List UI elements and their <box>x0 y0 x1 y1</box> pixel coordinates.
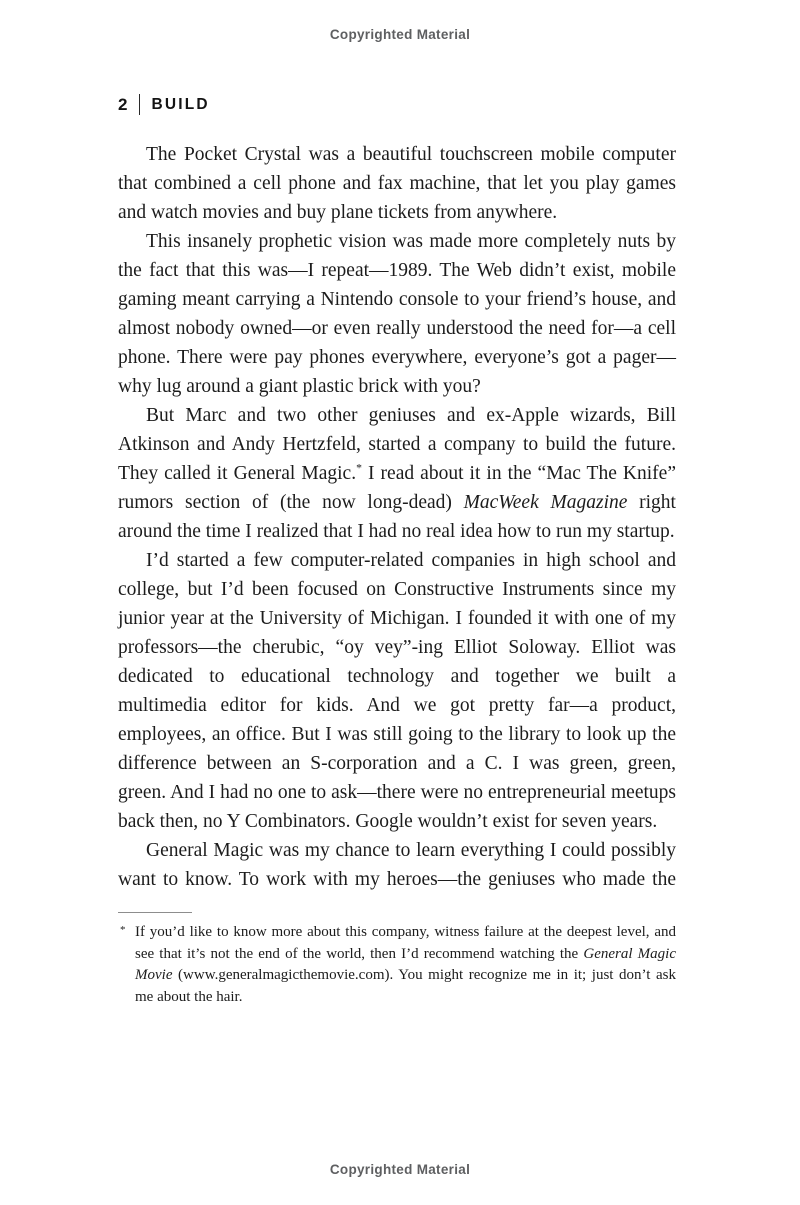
footnote-marker: * <box>120 924 126 936</box>
page-header <box>118 94 676 115</box>
text-segment: General Magic Movie <box>135 945 676 983</box>
text-segment: (www.generalmagicthemovie.com). You might recognize me in it; just don’t ask me about the hair. <box>135 967 676 1005</box>
body-text <box>118 140 676 894</box>
text-segment: MacWeek Magazine <box>463 492 628 513</box>
text-segment: I read about it in the “Mac The Knife” rumors section of (the now long-dead) <box>118 463 676 513</box>
text-segment: right around the time I realized that I had no real idea how to run my startup. <box>118 492 676 542</box>
footnote-rule <box>118 912 192 913</box>
paragraph <box>118 140 676 227</box>
text-segment: But Marc and two other geniuses and ex-Apple wizards, Bill Atkinson and Andy Hertzfeld, started a company to build the future. They called it General Magic. <box>118 405 676 484</box>
paragraph <box>118 227 676 401</box>
footnote-reference-marker: * <box>356 461 362 475</box>
footnote-text <box>135 924 676 1005</box>
header-divider <box>139 94 140 115</box>
copyright-notice-bottom: Copyrighted Material <box>329 1162 471 1177</box>
text-segment: The Pocket Crystal was a beautiful touchscreen mobile computer that combined a cell phone and fax machine, that let you play games and watch movies and buy plane tickets from anywhere. <box>118 144 676 223</box>
copyright-notice-top: Copyrighted Material <box>329 27 471 42</box>
paragraph <box>118 546 676 836</box>
book-title: BUILD <box>151 95 210 113</box>
page-number: 2 <box>118 94 128 114</box>
text-segment: If you’d like to know more about this company, witness failure at the deepest level, and see that it’s not the end of the world, then I’d recommend watching the <box>135 924 676 962</box>
page-content <box>118 94 676 1008</box>
paragraph <box>118 401 676 546</box>
text-segment: General Magic was my chance to learn everything I could possibly want to know. To work with my heroes—the geniuses who made the <box>118 840 676 890</box>
footnote <box>118 922 676 1008</box>
text-segment: This insanely prophetic vision was made more completely nuts by the fact that this was—I repeat—1989. The Web didn’t exist, mobile gaming meant carrying a Nintendo console to your friend’s house, and almost nobody owned—or even really understood the need for—a cell phone. There were pay phones everywhere, everyone’s got a pager—why lug around a giant plastic brick with you? <box>118 231 676 397</box>
paragraph <box>118 836 676 894</box>
text-segment: I’d started a few computer-related companies in high school and college, but I’d been focused on Constructive Instruments since my junior year at the University of Michigan. I founded it with one of my professors—the cherubic, “oy vey”-ing Elliot Soloway. Elliot was dedicated to educational technology and together we built a multimedia editor for kids. And we got pretty far—a product, employees, an office. But I was still going to the library to look up the difference between an S-corporation and a C. I was green, green, green. And I had no one to ask—there were no entrepreneurial meetups back then, no Y Combinators. Google wouldn’t exist for seven years. <box>118 550 676 832</box>
